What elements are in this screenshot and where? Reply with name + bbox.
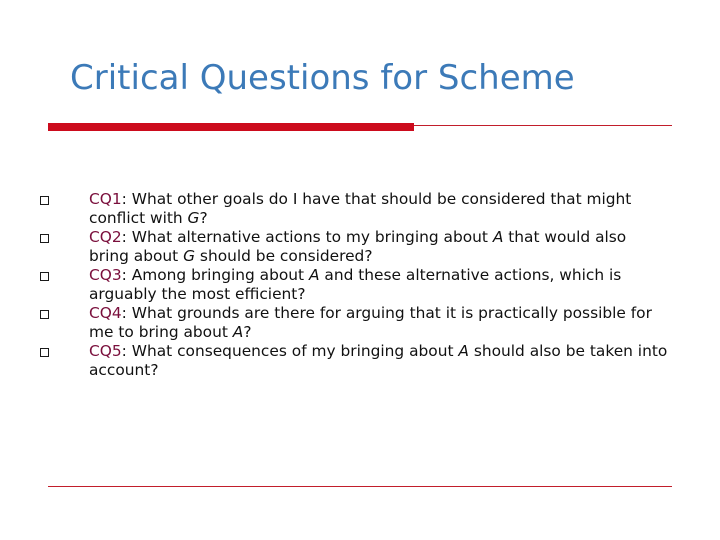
footer-divider — [48, 486, 672, 487]
hollow-square-bullet-icon — [40, 196, 49, 205]
question-text: ? — [199, 209, 208, 227]
title-underline-thick — [48, 123, 414, 131]
hollow-square-bullet-icon — [40, 234, 49, 243]
hollow-square-bullet-icon — [40, 348, 49, 357]
hollow-square-bullet-icon — [40, 310, 49, 319]
question-item-cq5 — [38, 342, 668, 380]
question-item-cq3 — [38, 266, 668, 304]
question-item-cq2 — [38, 228, 668, 266]
variable-a: A — [308, 266, 320, 284]
title-underline-thin — [414, 125, 672, 126]
question-code: CQ2 — [89, 228, 122, 246]
question-text: : What grounds are there for arguing that it is practically possible for me to bring about — [89, 304, 652, 341]
critical-questions-list — [38, 190, 668, 380]
question-text: should also be taken into account? — [89, 342, 668, 379]
question-code: CQ1 — [89, 190, 122, 208]
question-text: should be considered? — [195, 247, 373, 265]
variable-a: A — [232, 323, 244, 341]
question-text: and these alternative actions, which is arguably the most efficient? — [89, 266, 622, 303]
question-text: : What other goals do I have that should be considered that might conflict with — [89, 190, 632, 227]
variable-g: G — [183, 247, 196, 265]
question-code: CQ5 — [89, 342, 122, 360]
question-code: CQ4 — [89, 304, 122, 322]
question-text: : What alternative actions to my bringing about — [121, 228, 493, 246]
hollow-square-bullet-icon — [40, 272, 49, 281]
question-text: : What consequences of my bringing about — [121, 342, 459, 360]
slide-title: Critical Questions for Scheme — [70, 58, 575, 98]
question-item-cq4 — [38, 304, 668, 342]
question-code: CQ3 — [89, 266, 122, 284]
question-text: : Among bringing about — [121, 266, 309, 284]
variable-a: A — [492, 228, 504, 246]
question-item-cq1 — [38, 190, 668, 228]
variable-g: G — [187, 209, 200, 227]
question-text: ? — [243, 323, 252, 341]
variable-a: A — [458, 342, 469, 360]
question-text: that would also bring about — [89, 228, 627, 265]
